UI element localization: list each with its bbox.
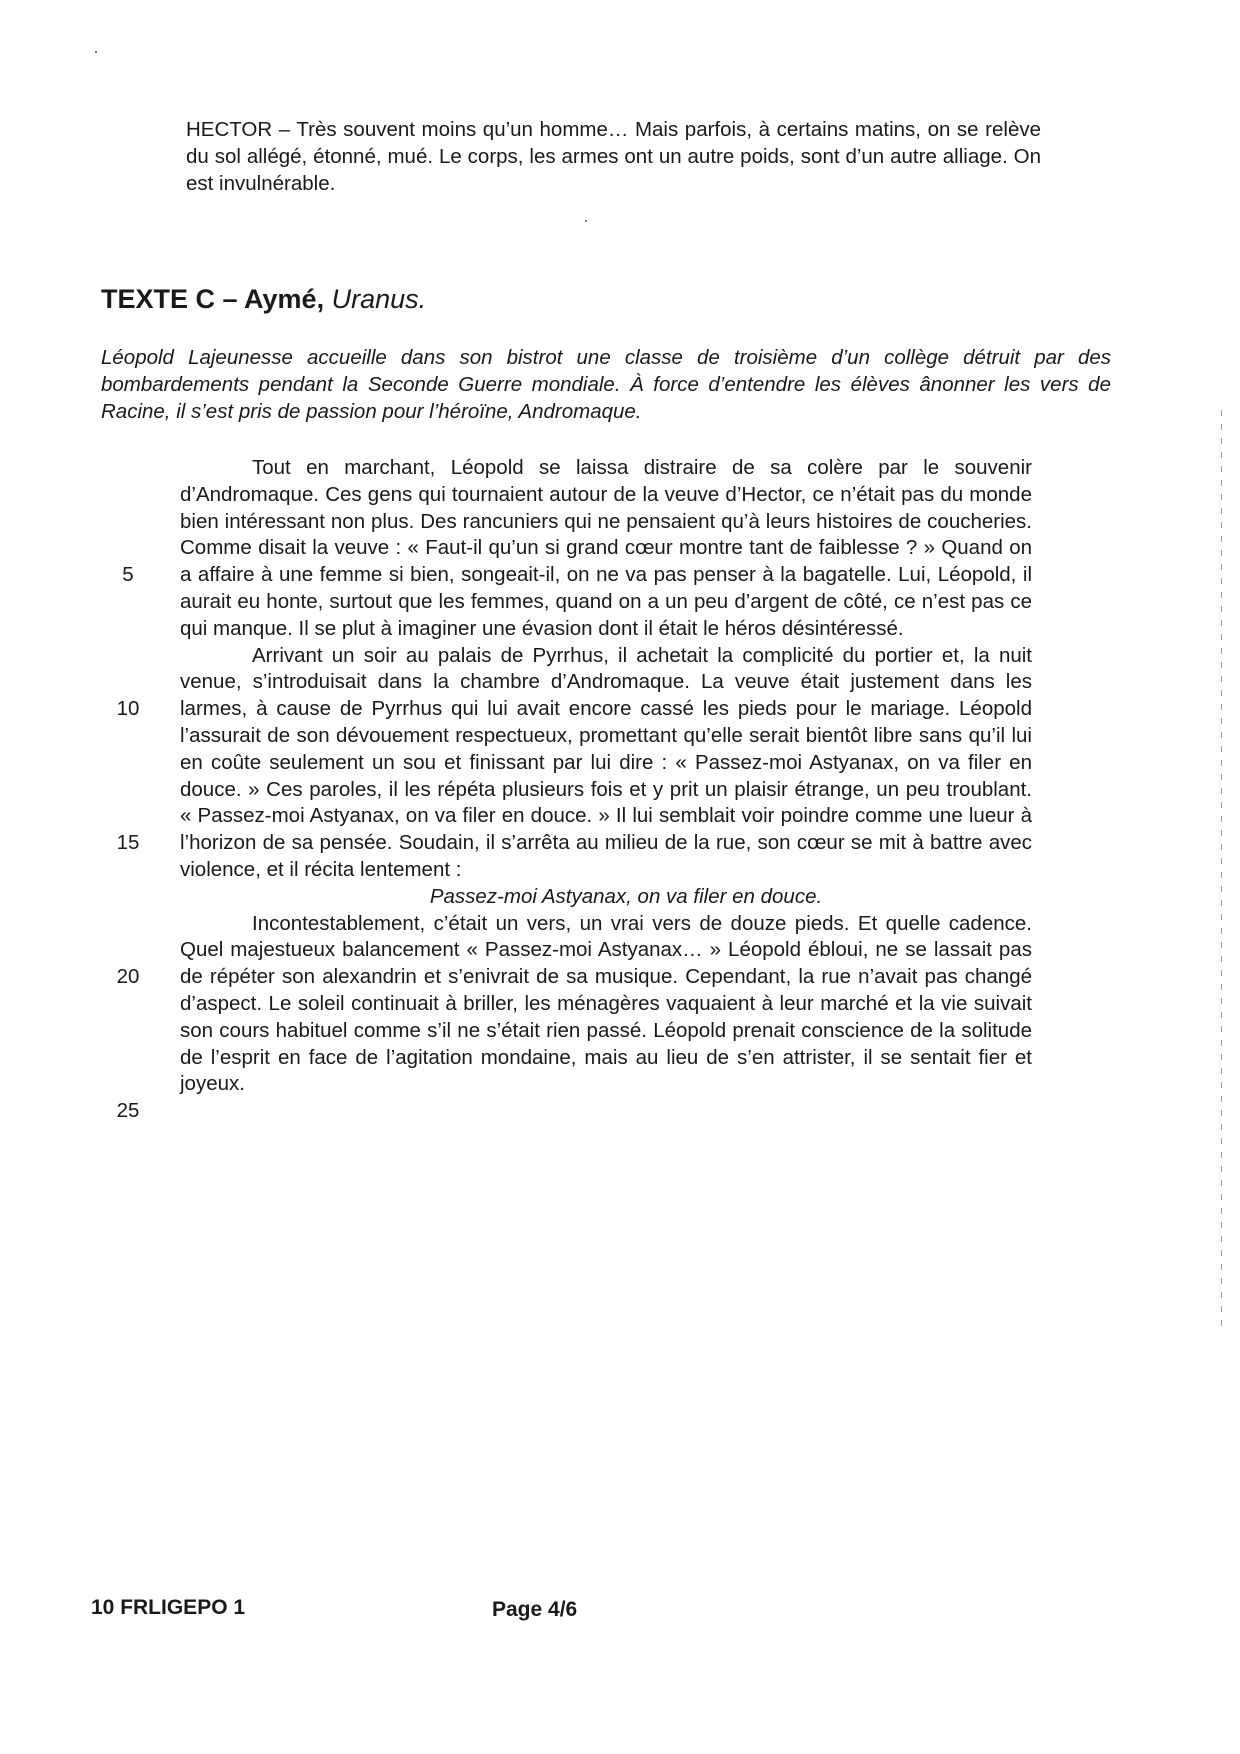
work-title: Uranus.	[331, 284, 427, 314]
excerpt-text	[180, 455, 1032, 1098]
line-number: 20	[116, 965, 140, 988]
page-number: Page 4/6	[492, 1598, 578, 1621]
scan-edge-artifact	[1221, 410, 1222, 1330]
scan-speck	[585, 220, 587, 222]
paragraph: Incontestablement, c’était un vers, un vrai vers de douze pieds. Et quelle cadence. Quel majestueux balancement « Passez-moi Astyanax… » Léopold ébloui, ne se lassait pas de répéter son alexandrin et s’enivrait de sa musique. Cependant, la rue n’avait pas changé d’aspect. Le soleil continuait à briller, les ménagères vaquaient à leur marché et la vie suivait son cours habituel comme s’il ne s’était rien passé. Léopold prenait conscience de la solitude de l’esprit en face de l’agitation mondaine, mais au lieu de s’en attrister, il se sentait fier et joyeux.	[180, 911, 1032, 1096]
exam-code: 10 FRLIGEPO 1	[91, 1596, 246, 1619]
line-number: 10	[116, 697, 140, 720]
verse-line: Passez-moi Astyanax, on va filer en douce.	[429, 884, 823, 908]
section-title	[101, 282, 426, 316]
hector-reply: HECTOR – Très souvent moins qu’un homme… Mais parfois, à certains matins, on se relève du sol allégé, étonné, mué. Le corps, les armes ont un autre poids, sont d’un autre alliage. On est invulnérable.	[186, 118, 1041, 195]
intro-paragraph: Léopold Lajeunesse accueille dans son bistrot une classe de troisième d’un collège détruit par des bombardements pendant la Seconde Guerre mondiale. À force d’entendre les élèves ânonner les vers de Racine, il s’est pris de passion pour l’héroïne, Andromaque.	[101, 346, 1111, 423]
scan-speck	[95, 51, 97, 53]
line-number: 25	[116, 1099, 140, 1122]
section-title-prefix: TEXTE C – Aymé,	[101, 284, 325, 314]
paragraph: Tout en marchant, Léopold se laissa distraire de sa colère par le souvenir d’Andromaque. Ces gens qui tournaient autour de la veuve d’Hector, ce n’était pas du monde bien intéressant non plus. Des rancuniers qui ne pensaient qu’à leurs histoires de coucheries. Comme disait la veuve : « Faut-il qu’un si grand cœur montre tant de faiblesse ? » Quand on a affaire à une femme si bien, songeait-il, on ne va pas penser à la bagatelle. Lui, Léopold, il aurait eu honte, surtout que les femmes, quand on a un peu d’argent de côté, ce n’est pas ce qui manque. Il se plut à imaginer une évasion dont il était le héros désintéressé.	[180, 456, 1032, 640]
line-number: 15	[116, 831, 140, 854]
line-number: 5	[122, 563, 134, 586]
paragraph: Arrivant un soir au palais de Pyrrhus, il achetait la complicité du portier et, la nuit venue, s’introduisait dans la chambre d’Andromaque. La veuve était justement dans les larmes, à cause de Pyrrhus qui lui avait encore cassé les pieds pour le mariage. Léopold l’assurait de son dévouement respectueux, promettant qu’elle serait bientôt libre sans qu’il lui en coûte seulement un sou et finissant par lui dire : « Passez-moi Astyanax, on va filer en douce. » Ces paroles, il les répéta plusieurs fois et y prit un plaisir étrange, un peu troublant. « Passez-moi Astyanax, on va filer en douce. » Il lui semblait voir poindre comme une lueur à l’horizon de sa pensée. Soudain, il s’arrêta au milieu de la rue, son cœur se mit à battre avec violence, et il récita lentement :	[180, 643, 1032, 881]
